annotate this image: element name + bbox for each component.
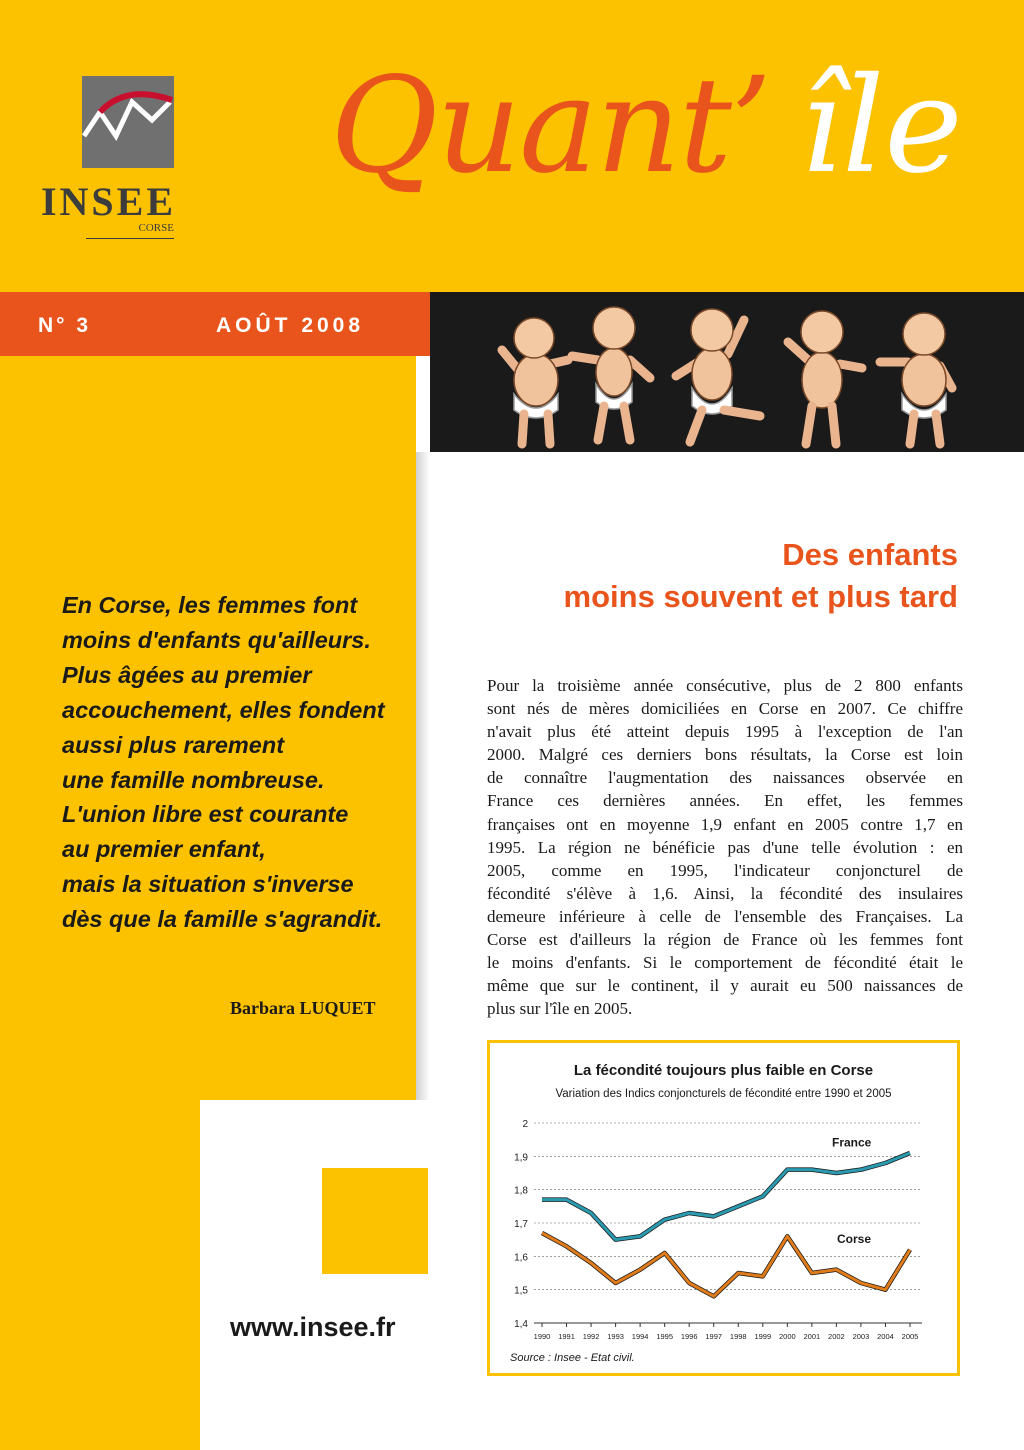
x-tick-label: 1996 [680, 1332, 698, 1341]
y-tick-label: 1,7 [514, 1219, 528, 1230]
author-name: Barbara LUQUET [230, 998, 376, 1018]
panel-shadow [416, 452, 430, 1100]
y-tick-label: 1,4 [514, 1319, 528, 1330]
series-line-france [542, 1153, 910, 1240]
logo-region: CORSE [138, 222, 174, 234]
baby-figure-5 [880, 313, 952, 444]
x-tick-label: 2004 [877, 1332, 894, 1341]
intro-line: L'union libre est courante [62, 801, 349, 828]
body-line: Pour la troisième année consécutive, plus de 2 800 enfants [487, 676, 963, 695]
x-tick-label: 1993 [607, 1332, 624, 1341]
x-tick-label: 2002 [828, 1332, 845, 1341]
series-line-outline [542, 1153, 910, 1240]
chart-subtitle: Variation des Indics conjoncturels de fécondité entre 1990 et 2005 [555, 1088, 892, 1100]
body-line: françaises ont en moyenne 1,9 enfant en 2005 contre 1,7 en [487, 814, 963, 834]
intro-line: au premier enfant, [62, 836, 266, 863]
intro-panel-strip [0, 1100, 200, 1450]
logo-wordmark: INSEE [40, 179, 176, 224]
chart-source: Source : Insee - Etat civil. [510, 1352, 635, 1364]
chart-title: La fécondité toujours plus faible en Corse [573, 1062, 874, 1079]
intro-line: Plus âgées au premier [62, 661, 312, 688]
intro-line: dès que la famille s'agrandit. [62, 906, 383, 933]
y-tick-label: 1,8 [514, 1185, 528, 1197]
baby-figure-4 [788, 311, 862, 444]
body-line: France ces dernières années. En effet, les femmes [487, 791, 963, 811]
insee-logo-icon [82, 76, 174, 168]
y-tick-label: 1,6 [514, 1252, 528, 1264]
intro-summary [62, 588, 412, 937]
intro-line: moins d'enfants qu'ailleurs. [62, 626, 371, 653]
x-tick-label: 1992 [582, 1332, 600, 1341]
intro-line: une famille nombreuse. [62, 766, 325, 793]
baby-figure-2 [572, 307, 650, 440]
x-tick-label: 2001 [803, 1332, 821, 1341]
x-tick-label: 1990 [533, 1332, 551, 1341]
series-label-corse: Corse [837, 1232, 872, 1246]
intro-line: En Corse, les femmes font [62, 592, 358, 618]
baby-figure-3 [676, 309, 760, 442]
headline-line: Des enfants [782, 537, 958, 572]
body-line: Corse est d'ailleurs la région de France où les femmes font [487, 930, 963, 950]
x-tick-label: 2003 [852, 1332, 870, 1341]
body-line: 2005, comme en 1995, l'indicateur conjoncturel de [487, 860, 963, 880]
body-line: demeure inférieure à celle de l'ensemble des Françaises. La [487, 906, 963, 926]
issue-number: N° 3 [38, 314, 92, 337]
decorative-square [322, 1168, 428, 1274]
x-tick-label: 1995 [656, 1332, 674, 1341]
body-line: sont nés de mères domiciliées en Corse en 2007. Ce chiffre [487, 699, 963, 719]
intro-line: mais la situation s'inverse [62, 871, 354, 898]
article-body [487, 674, 963, 1020]
x-tick-label: 1994 [631, 1332, 649, 1341]
headline-line: moins souvent et plus tard [563, 579, 958, 614]
body-line: de connaître l'augmentation des naissances observée en [487, 768, 963, 788]
intro-line: accouchement, elles fondent [62, 696, 385, 723]
issue-date: AOÛT 2008 [216, 314, 365, 337]
fertility-line-chart [487, 1105, 960, 1350]
masthead-title: Quant’ [330, 49, 770, 203]
x-tick-label: 1998 [729, 1332, 747, 1341]
x-tick-label: 1997 [705, 1332, 723, 1341]
x-tick-label: 1991 [558, 1332, 575, 1341]
babies-illustration [430, 292, 1024, 452]
body-line: même que sur le continent, il y aurait eu 500 naissances de [487, 976, 963, 996]
body-line: fécondité s'élève à 1,6. Ainsi, la fécondité des insulaires [487, 883, 963, 903]
body-line: 1995. La région ne bénéficie pas d'une telle évolution : en [487, 837, 963, 857]
article-headline [470, 534, 958, 618]
x-tick-label: 2005 [901, 1332, 919, 1341]
y-tick-label: 2 [522, 1119, 528, 1130]
body-line: plus sur l'île en 2005. [487, 999, 633, 1019]
body-line: 2000. Malgré ces derniers bons résultats, la Corse est loin [487, 745, 963, 765]
y-tick-label: 1,9 [514, 1152, 528, 1164]
masthead-title-accent: île [800, 49, 963, 203]
series-label-france: France [832, 1135, 872, 1150]
logo-divider [86, 238, 174, 239]
website-link[interactable]: www.insee.fr [230, 1312, 396, 1342]
x-tick-label: 1999 [754, 1332, 772, 1341]
baby-figure-1 [502, 318, 568, 444]
y-tick-label: 1,5 [514, 1285, 528, 1297]
body-line: n'avait plus été atteint depuis 1995 à l'exception de l'an [487, 722, 963, 742]
intro-line: aussi plus rarement [62, 731, 285, 758]
body-line: le moins d'enfants. Si le comportement de fécondité était le [487, 953, 963, 973]
x-tick-label: 2000 [778, 1332, 796, 1341]
